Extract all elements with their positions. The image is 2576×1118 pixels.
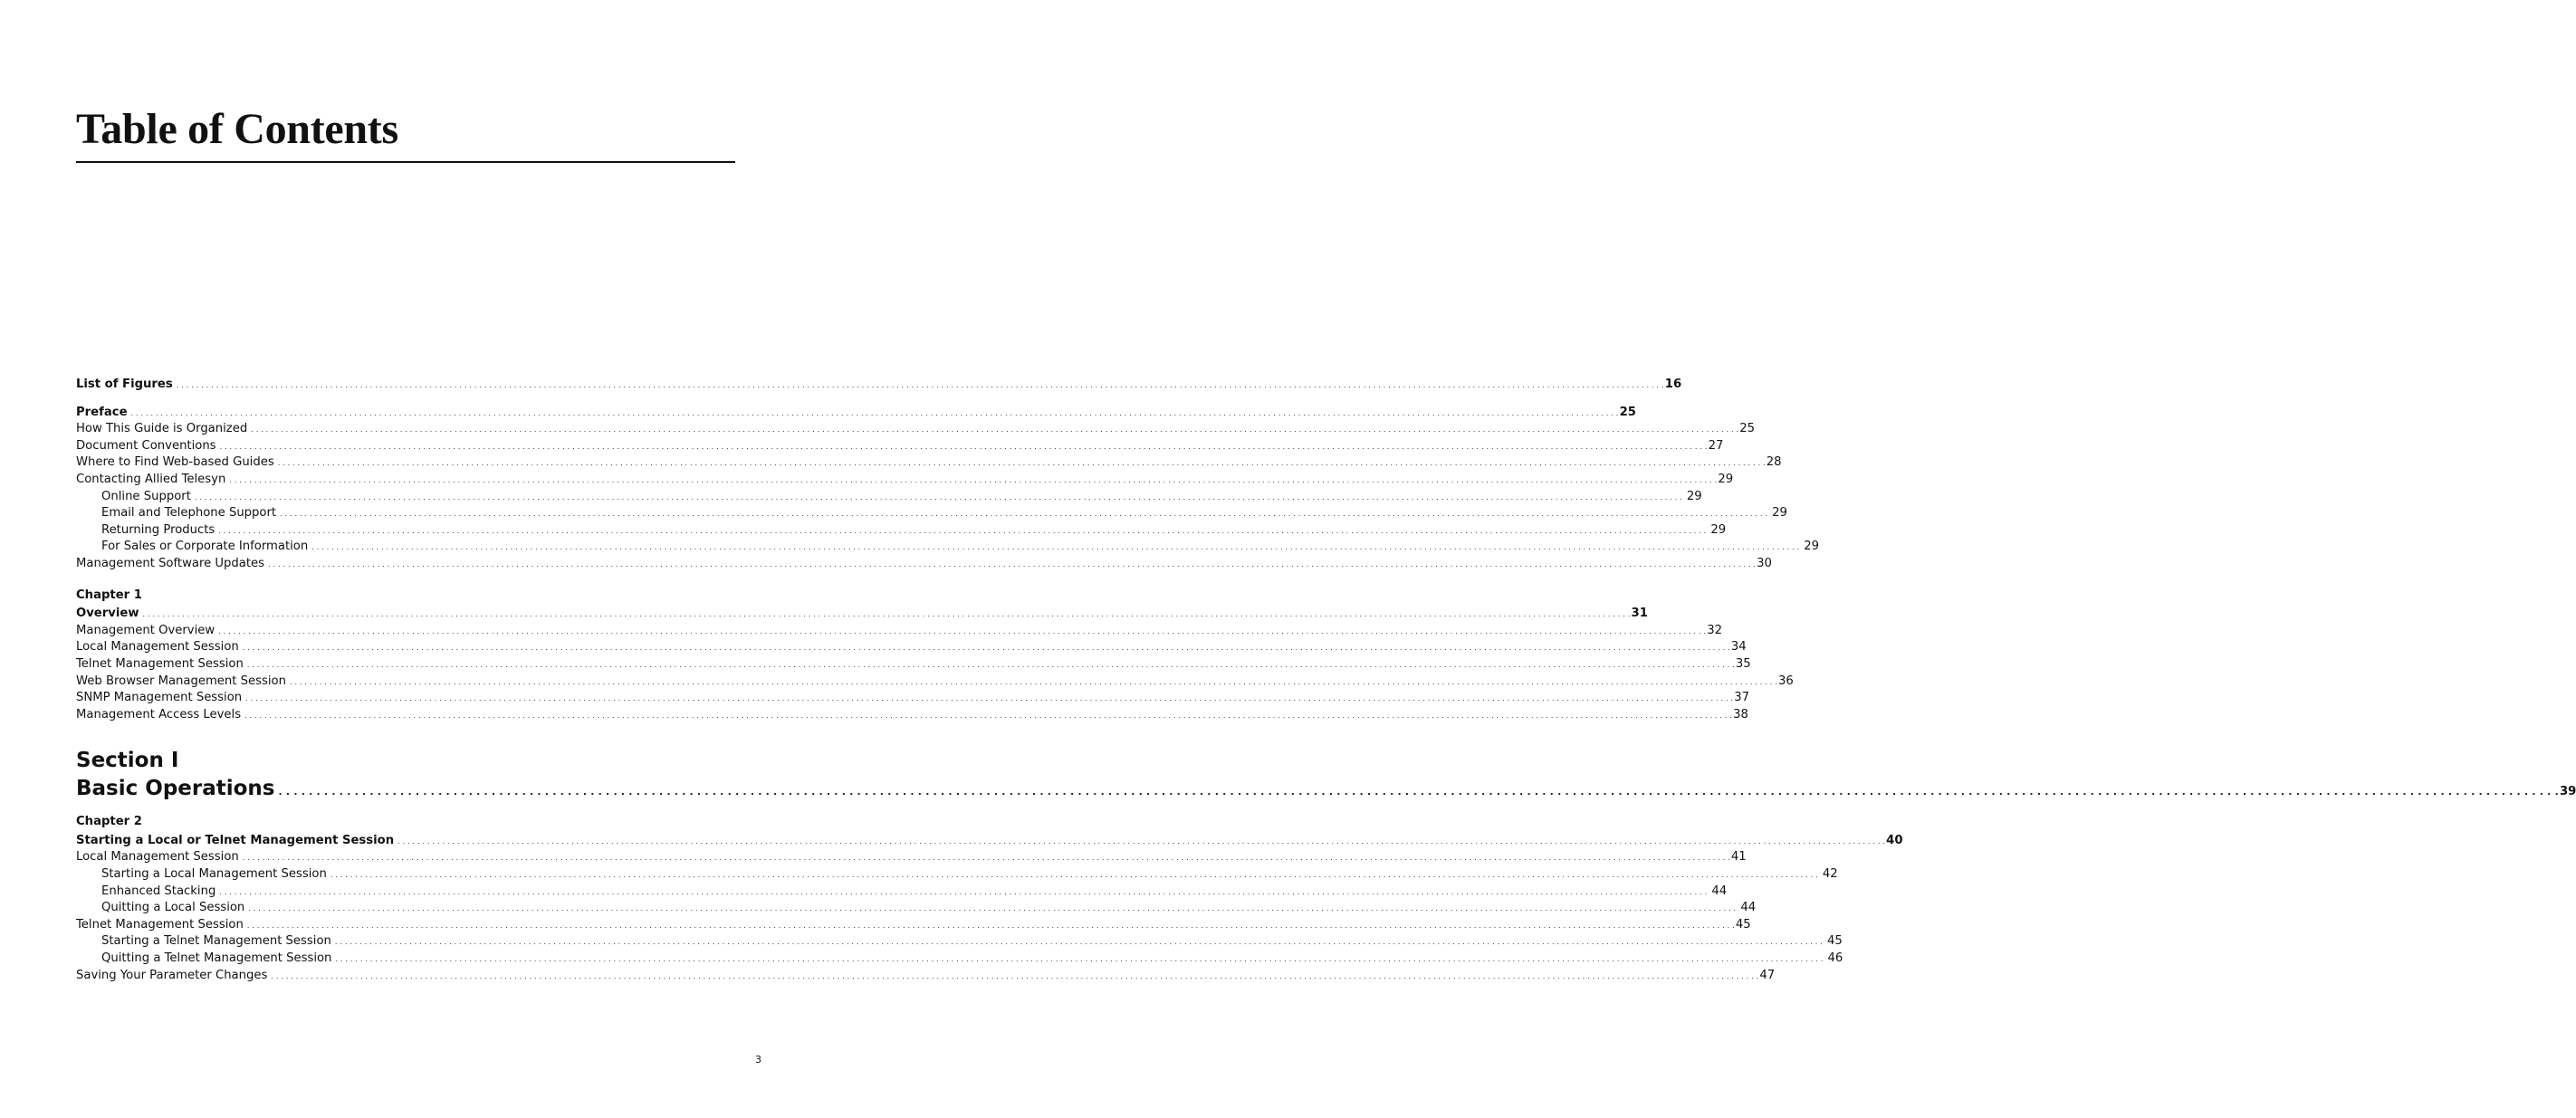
toc-intro-group <box>76 377 1820 573</box>
dot-leader: . . . . . . . . . . . . . . . . . . . . . . . . . . . . . . . . . . . . . . . . . . . . . . . . . . . . . . . . . . . . . . . . . . . . . . . . . . . . . . . . . . . . . . . . . . . . . . . . . . . . . . . . . . . . . . . . . . . . . . . . . . . . . . . . . . . . . . . . . . . . . . . . . . . . . . . . . . . . . . . . . . . . . . . . . . . . . . . . . . . . . . . . . . . . . . . . . . . . . . . . . . . . . . . . . . . . . . . . . . . . . . . . . . . . . . . . . . . . . . . . . . . . . . . . . . . . . . . . . . . . . . . . . . . . . . . . . . . . . . . . . . . . . . . . . . . . . . . . . . . . <box>246 660 1735 669</box>
toc-chapter-1-group <box>76 606 1794 723</box>
dot-leader: . . . . . . . . . . . . . . . . . . . . . . . . . . . . . . . . . . . . . . . . . . . . . . . . . . . . . . . . . . . . . . . . . . . . . . . . . . . . . . . . . . . . . . . . . . . . . . . . . . . . . . . . . . . . . . . . . . . . . . . . . . . . . . . . . . . . . . . . . . . . . . . . . . . . . . . . . . . . . . . . . . . . . . . . . . . . . . . . . . . . . . . . . . . . . . . . . . . . . . . . . . . . . . . . . . . . . . . . . . . . . . . . . . . . . . . . . . . . . . . . . . . . . . . . . . . . . . . . . . . . . . . . . . . . . . . . . . . . . . . . . . . . . . . . . . . . . . . . . . . . <box>289 677 1777 686</box>
toc-entry-page: 40 <box>1886 833 1903 847</box>
toc-entry-page: 44 <box>1711 884 1728 898</box>
toc-entry[interactable] <box>76 556 1772 573</box>
toc-entry[interactable] <box>76 866 1838 884</box>
toc-entry-label: Document Conventions <box>76 438 216 453</box>
toc-entry[interactable] <box>76 951 1843 968</box>
page-title: Table of Contents <box>76 105 398 153</box>
dot-leader: . . . . . . . . . . . . . . . . . . . . . . . . . . . . . . . . . . . . . . . . . . . . . . . . . . . . . . . . . . . . . . . . . . . . . . . . . . . . . . . . . . . . . . . . . . . . . . . . . . . . . . . . . . . . . . . . . . . . . . . . . . . . . . . . . . . . . . . . . . . . . . . . . . . . . . . . . . . . . . . . . . . . . . . . . . . . . . . . . . . . . . . . . . . . . . . . . . . . . . . . . . . . . . . . . . . . . . . . . . . . . . . . . . . . . . . . . . . . . . . . . . . . . . . . . . . . . . . . . . . . . . . . . . . . . . . . . . . . . . . . . . . . . . . . . . . . . . . . . . . . <box>219 887 1708 896</box>
toc-entry-page: 42 <box>1822 867 1838 882</box>
dot-leader: . . . . . . . . . . . . . . . . . . . . . . . . . . . . . . . . . . . . . . . . . . . . . . . . . . . . . . . . . . . . . . . . . . . . . . . . . . . . . . . . . . . . . . . . . . . . . . . . . . . . . . . . . . . . . . . . . . . . . . . . . . . . . . . . . . . . . . . . . . . . . . . . . . . . . . . . . . . . . . . . . . . . . . . . . . . . . . . . . . . . . . . . . . . . . . . . . . . . . . . . . . . . . . . . . . . . . . . . . . . . . . . . . . . . . . . . . . . . . . . . . . . . . . . . . . . . . . . . . . . . . . . . . . . . . . . . . . . . . . . . . . . . . . . . . . . . . . . . . . . . <box>218 626 1707 635</box>
toc-entry[interactable] <box>76 900 1757 917</box>
toc-entry-label: Local Management Session <box>76 640 239 655</box>
dot-leader: . . . . . . . . . . . . . . . . . . . . . . . . . . . . . . . . . . . . . . . . . . . . . . . . . . . . . . . . . . . . . . . . . . . . . . . . . . . . . . . . . . . . . . . . . . . . . . . . . . . . . . . . . . . . . . . . . . . . . . . . . . . . . . . . . . . . . . . . . . . . . . . . . . . . . . . . . . . . . . . . . . . . . . . . . . . . . . . . . . . . . . . . . . . . . . . . . . . . . . . . . . . . . . . . . . . . . . . . . . . . . . . . . . . . . . . . . . . . . . . . . . . . . . . . . . . . . . . . . . . . . . . . . . . . . . . . . . . . . . . . . . . . . . . . . . . . . . . . . . . . <box>334 938 1823 947</box>
spacer <box>76 394 762 405</box>
toc-entry-page: 29 <box>1710 522 1727 537</box>
toc-entry[interactable] <box>76 933 1843 951</box>
dot-leader: . . . . . . . . . . . . . . . . . . . . . . . . . . . . . . . . . . . . . . . . . . . . . . . . . . . . . . . . . . . . . . . . . . . . . . . . . . . . . . . . . . . . . . . . . . . . . . . . . . . . . . . . . . . . . . . . . . . . . . . . . . . . . . . . . . . . . . . . . . . . . . . . . . . . . . . . . . . . . . . . . . . . . . . . . . . . . . . . . . . . . . . . . . . . . . . . . . . . . . . . . . . . . . . . . . . . . . . . . . . . . . . . . . . . . . . . . . . . . . . . . . . . . . . . . . . . . . . . . . . . . . . . . . . . . . . . . . . . . . . . . . . . . . . . . . . . . . . . . . . . <box>277 459 1766 468</box>
toc-entry[interactable] <box>76 438 1724 455</box>
chapter-label: Chapter 2 <box>76 815 142 829</box>
toc-entry[interactable] <box>76 849 1747 866</box>
toc-entry-page: 27 <box>1708 438 1724 453</box>
toc-entry-page: 46 <box>1827 951 1843 966</box>
toc-entry-label: Telnet Management Session <box>76 917 244 932</box>
spacer <box>76 573 762 588</box>
toc-entry-label: Local Management Session <box>76 850 239 865</box>
toc-entry-label: For Sales or Corporate Information <box>101 540 309 554</box>
toc-entry-page: 44 <box>1740 901 1757 915</box>
toc-entry-label: Basic Operations <box>76 777 275 801</box>
table-of-contents <box>76 377 2576 984</box>
toc-entry[interactable] <box>76 623 1722 640</box>
dot-leader: . . . . . . . . . . . . . . . . . . . . . . . . . . . . . . . . . . . . . . . . . . . . . . . . . . . . . . . . . . . . . . . . . . . . . . . . . . . . . . . . . . . . . . . . . . . . . . . . . . . . . . . . . . . . . . . . . . . . . . . . . . . . . . . . . . . . . . . . . . . . . . . . . . . . . . . . . . . . . . . . . . . . . . . . . . . . . . . . . . . . . . . . . . . . . . . . . . . . . . . . . . . . . . . . . . . . . . . . . . . . . . . . . . . . . . . . . . . . . . . . . . . . . . . . . . . . . . . . . . . . . . . . . . . . . . . . . . . . . . . . . . . . . . . . . . . . . . . . . . . . <box>176 381 1664 389</box>
toc-entry-page: 25 <box>1619 405 1636 419</box>
toc-entry[interactable] <box>76 656 1751 674</box>
spacer <box>76 723 762 747</box>
toc-entry[interactable] <box>76 421 1756 438</box>
toc-entry[interactable] <box>76 472 1734 489</box>
toc-entry-label: Management Access Levels <box>76 707 242 721</box>
toc-entry-page: 47 <box>1759 968 1776 982</box>
toc-entry-page: 29 <box>1772 506 1787 521</box>
toc-entry-label: Quitting a Local Session <box>101 901 245 915</box>
toc-entry-page: 45 <box>1735 917 1751 932</box>
toc-entry-label: Overview <box>76 607 139 621</box>
dot-leader: . . . . . . . . . . . . . . . . . . . . . . . . . . . . . . . . . . . . . . . . . . . . . . . . . . . . . . . . . . . . . . . . . . . . . . . . . . . . . . . . . . . . . . . . . . . . . . . . . . . . . . . . . . . . . . . . . . . . . . . . . . . . . . . . . . . . . . . . . . . . . . . . . . . . . . . . . . . . . . . . . . . . . . . . . . . . . . . . . . . . . . . . . . . . . . . . . . . . . . . . . . . . . . . . . . . . . . . . . . . . . . . . . . . . . . . . . . . . . . . . . . . . . . . . . . . . . . . . . . . . . . . . . . . . . . . . . . . . . . . . . . . . . . . . . . . . . . . . . . . . <box>280 510 1768 519</box>
toc-entry-label: Returning Products <box>101 522 215 537</box>
toc-entry[interactable] <box>76 884 1728 901</box>
dot-leader: . . . . . . . . . . . . . . . . . . . . . . . . . . . . . . . . . . . . . . . . . . . . . . . . . . . . . . . . . . . . . . . . . . . . . . . . . . . . . . . . . . . . . . . . . . . . . . . . . . . . . . . . . . . . . . . . . . . . . . . . . . . . . . . . . . . . . . . . . . . . . . . . . . . . . . . . . . . . . . . . . . . . . . . . . . . . . . . . . . . . . . . . . . . . . . . . . . . . . . . . . . . . . . . . . . . . . . . . . . . . . . . . . . . . . . . . . . . . . . . . . . . . . . . . . . . . . . . . . . . . . . . . . . . . . . . . . . . . . . . . . . . . . . . . . . . . . . . . . . . . <box>130 408 1619 417</box>
toc-entry[interactable] <box>76 639 1747 656</box>
toc-entry[interactable] <box>76 674 1794 691</box>
toc-entry-page: 30 <box>1757 556 1772 570</box>
dot-leader: . . . . . . . . . . . . . . . . . . . . . . . . . . . . . . . . . . . . . . . . . . . . . . . . . . . . . . . . . . . . . . . . . . . . . . . . . . . . . . . . . . . . . . . . . . . . . . . . . . . . . . . . . . . . . . . . . . . . . . . . . . . . . . . . . . . . . . . . . . . . . . . . . . . . . . . . . . . . . . . . . . . . . . . . . . . . . . . . . . . . . . . . . . . . . . . . . . . . . . . . . . . . . . . . . . . . . . . . . . . . . . . . . . . . . . . . . . . . . . . . . . . . . . . . . . . . . . . . . . . . . . . . . . . . . . . . . . . . . . . . . . . . . . . . . . . . . . . . . . . . <box>242 854 1730 863</box>
toc-entry-page: 29 <box>1804 540 1820 554</box>
toc-entry-page: 34 <box>1730 640 1747 655</box>
toc-entry-page: 36 <box>1778 674 1794 688</box>
toc-entry-page: 37 <box>1734 691 1749 705</box>
toc-entry-page: 45 <box>1826 934 1843 949</box>
toc-entry[interactable] <box>76 377 1682 394</box>
toc-entry[interactable] <box>76 917 1751 934</box>
section-label: Section I <box>76 749 179 773</box>
dot-leader: . . . . . . . . . . . . . . . . . . . . . . . . . . . . . . . . . . . . . . . . . . . . . . . . . . . . . . . . . . . . . . . . . . . . . . . . . . . . . . . . . . . . . . . . . . . . . . . . . . . . . . . . . . . . . . . . . . . . . . . . . . . . . . . . . . . . . . . . . . . . . . . . . . . . . . . . . . . . . . . . . . . . . . . . . . . . . . . . . . . . . . . . . . . . . . . . . . . . . . . . . . . . . . . . . . . . . . . . . . . . . . . . . . . . . . . . . . . . . . . . . . . . . . . . . . . . . . . . . . . . . . . . . . . . . . . . . . . . . . . . . . . . . . . . . . . . . . . . . . . . <box>242 644 1730 653</box>
dot-leader: . . . . . . . . . . . . . . . . . . . . . . . . . . . . . . . . . . . . . . . . . . . . . . . . . . . . . . . . . . . . . . . . . . . . . . . . . . . . . . . . . . . . . . . . . . . . . . . . . . . . . . . . . . . . . . . . . . . . . . . . . . . . . . . . . . . . . . . . . . . . . . . . . . . . . . . . . . . . . . . . . . . . . . . . . . . . . . . . . . . . . . . . . . . . . . . . . . . . . . . . . . . . . . . . . . . . . . . . . . . . . . . . . . . . . . . . . . . . . . . . . . . . . . . . . . . . . . . . . . . . . . . . . . . . . . . . . . . . . . . . . . . . . . . . . . . . . . . . . . . . <box>335 955 1824 964</box>
page-number: 3 <box>755 1054 761 1065</box>
toc-entry-label: List of Figures <box>76 377 173 391</box>
dot-leader: . . . . . . . . . . . . . . . . . . . . . . . . . . . . . . . . . . . . . . . . . . . . . . . . . . . . . . . . . . . . . . . . . . . . . . . . . . . . . . . . . . . . . . . . . . . . . . . . . . . . . . . . . . . . . . . . . . . . . . . . . . . . . . . . . . . . . . . . . . . . . . . . . . . . . . . . . . . . . . . . . . . . . . . . . . . . . . . . . . . . . . . . . . . . . . . . . . . . . . . . . . . . . . . . . . . . . . . . . . . . . . . . . . . . . . . . . . . . . . . . . . . . . . . . . . . . . . . . . . . . . . . . . . . . . . . . . . . . . . . . . . . . . . . . . . . . . . . . . . . . <box>248 904 1737 913</box>
dot-leader: . . . . . . . . . . . . . . . . . . . . . . . . . . . . . . . . . . . . . . . . . . . . . . . . . . . . . . . . . . . . . . . . . . . . . . . . . . . . . . . . . . . . . . . . . . . . . . . . . . . . . . . . . . . . . . . . . . . . . . . . . . . . . . . . . . . . . . . . . . . . . . . . . . . . . . . . . . . . . . . . . . . . . . . . . . . . . . . . . . . . . . . . . . . . . . . . . . . . . . . . . . . . . . . . . . . . . . . . . . . . . . . . . . . . . . . . . . . . . . . . . . . . . . . . . . . . . . . . . . . . . . . . . . . . . . . . . . . . . . . . . . . . . . . . . . . . . . . . . . . . <box>246 921 1735 930</box>
dot-leader: . . . . . . . . . . . . . . . . . . . . . . . . . . . . . . . . . . . . . . . . . . . . . . . . . . . . . . . . . . . . . . . . . . . . . . . . . . . . . . . . . . . . . . . . . . . . . . . . . . . . . . . . . . . . . . . . . . . . . . . . . . . . . . . . . . . . . . . . . . . . . . . . . . . . . . . . . . . . . . . . . . . . . . . . . . . . . . . . . . . . . . . . . . . . . . . . . . . . . . . . . . . . . . . . . . . . . . . . . . . . . . . . . . . . . . . . . . . . . . . . . . . . . . . . . . . . . . . . . . . . . . . . . . . . . . . . . . . . . . . . . . . . . . . . . . . . . . . . . . . . <box>268 559 1757 569</box>
toc-entry-page: 38 <box>1733 707 1748 721</box>
toc-entry-label: Web Browser Management Session <box>76 674 286 688</box>
toc-entry-label: Where to Find Web-based Guides <box>76 455 274 470</box>
toc-entry-label: Telnet Management Session <box>76 656 244 671</box>
toc-entry[interactable] <box>76 690 1749 707</box>
dot-leader: . . . . . . . . . . . . . . . . . . . . . . . . . . . . . . . . . . . . . . . . . . . . . . . . . . . . . . . . . . . . . . . . . . . . . . . . . . . . . . . . . . . . . . . . . . . . . . . . . . . . . . . . . . . . . . . . . . . . . . . . . . . . . . . . . . . . . . . . . . . . . . . . . . . . . . . . . . . . . . . . . . . . . . . . . . . . . . . . . . . . . . . . . . . . . . . . . . . . . . . . . . . . . . . . . . . . . . . . . . . . . . . . . . . . . . . . . . . . . . . . . . . . . . . . . . . . . . . . . . . . . . . . . . . . . . . . . . . . . . . . . . . . . . . . . . . . . . . . . . . . <box>271 971 1759 980</box>
dot-leader: . . . . . . . . . . . . . . . . . . . . . . . . . . . . . . . . . . . . . . . . . . . . . . . . . . . . . . . . . . . . . . . . . . . . . . . . . . . . . . . . . . . . . . . . . . . . . . . . . . . . . . . . . . . . . . . . . . . . . . . . . . . . . . . . . . . . . . . . . . . . . . . . . . . . . . . . . . . . . . . . . . . . . . . . . . . . . . . . . . . . . . . . . . . . . . . . . . . . . . . . . . . . . . . . . . . . . . . . . . . . . . . . . . . . . . . . . . . . . . . . . . . . . . . . . . . . . . . . . . . . . . . . . . . . . . . . . . . . . . . . . . . . . . . . . . . . . . . . . . . . <box>311 543 1800 552</box>
dot-leader: . . . . . . . . . . . . . . . . . . . . . . . . . . . . . . . . . . . . . . . . . . . . . . . . . . . . . . . . . . . . . . . . . . . . . . . . . . . . . . . . . . . . . . . . . . . . . . . . . . . . . . . . . . . . . . . . . . . . . . . . . . . . . . . . . . . . . . . . . . . . . . . . . . . . . . . . . . . . . . . . . . . . . . . . . . . . . . . . . . . . . . . . . . . . . . . . . . . . . . . . . . . . . . . . . . . . . . . . . . . . . . . . . . . . . . . . . . . . . . . . . . . . . . . . . . . . . . . . . . . . . . . . . . . . . . . . . . . . . . . . . . . . . . . . . . . . . . . . . . . . <box>218 526 1707 535</box>
dot-leader: . . . . . . . . . . . . . . . . . . . . . . . . . . . . . . . . . . . . . . . . . . . . . . . . . . . . . . . . . . . . . . . . . . . . . . . . . . . . . . . . . . . . . . . . . . . . . . . . . . . . . . . . . . . . . . . . . . . . . . . . . . . . . . . . . . . . . . . . . . . . . . . . . . . . . . . . . . . . . . . . . . . . . . . . . . . . . . . . . . . . . . . . . . . . . . . . . . . . . . . . . . . . . . . . . . . . . . . . . . . . . . . . . . . . . . . . . . . . . . . . . . . . . . . . . . . . . . . . . . . . . . . . . . . . . . . . . . . . . . . . . . . . . . . . . . . . . . . . . . . . <box>219 442 1708 451</box>
toc-entry-label: Saving Your Parameter Changes <box>76 968 268 982</box>
chapter-label: Chapter 1 <box>76 588 142 602</box>
dot-leader: . . . . . . . . . . . . . . . . . . . . . . . . . . . . . . . . . . . . . . . . . . . . . . . . . . . . . . . . . . . . . . . . . . . . . . . . . . . . . . . . . . . . . . . . . . . . . . . . . . . . . . . . . . . . . . . . . . . . . . . . . . . . . . . . . . . . . . . . . . . . . . . . . . . . . . . . . . . . . . . . . . . . . . . . . . . . . . . . . . . . . . . . . . . . . . . . . . . . . . . . . . . . . . . . . . . . . . . . . . . . . . . . . . . . . . . . . . . . . . . . . . . . . . . . . . . . . . . . . . . . . . . . . . . . . . . . . . . . . . . . . . . . . . . . . . . . . . . . . . . . <box>245 694 1734 703</box>
dot-leader: . . . . . . . . . . . . . . . . . . . . . . . . . . . . . . . . . . . . . . . . . . . . . . . . . . . . . . . . . . . . . . . . . . . . . . . . . . . . . . . . . . . . . . . . . . . . . . . . . . . . . . . . . . . . . . . . . . . . . . . . . . . . . . . . . . . . . . . . . . . . . . . . . . . . . . . . . . . . . . . . . . . . . . . . . . . . . . . . . . . . . . . . . . . . . . . . . . . . . . . . . . . . . . . . . . . . . . . . . . . . . . . . . . . . . . . . . . . . . . . . . . . . . . . . . . . . . . . . . . . . . . . . . . . . . . . . . . . . . . . . . . . . . . . . . . . . . . . . . . . . <box>251 425 1739 435</box>
toc-entry-page: 16 <box>1664 377 1682 391</box>
toc-entry[interactable] <box>76 405 1636 422</box>
toc-entry-section[interactable] <box>76 774 2576 803</box>
toc-entry-page: 29 <box>1718 472 1734 486</box>
toc-entry-page: 39 <box>2559 785 2576 799</box>
toc-entry-label: Online Support <box>101 489 191 503</box>
toc-entry[interactable] <box>76 454 1782 472</box>
toc-entry-label: Starting a Telnet Management Session <box>101 934 331 949</box>
toc-entry[interactable] <box>76 833 1903 850</box>
toc-chapter-2-group <box>76 833 1903 984</box>
toc-entry-page: 31 <box>1631 607 1648 621</box>
toc-entry-page: 25 <box>1739 422 1756 436</box>
dot-leader: . . . . . . . . . . . . . . . . . . . . . . . . . . . . . . . . . . . . . . . . . . . . . . . . . . . . . . . . . . . . . . . . . . . . . . . . . . . . . . . . . . . . . . . . . . . . . . . . . . . . . . . . . . . . . . . . . . . . . . . . . . . . . . . . . . . . . . . . . . . . . . . . . . . . . . . . . . . . . . . . . . . . . . . . . . . . . . . . . . . . . . . . . . . . . . . . . . . . . . . . . . . . . . . . . . . . . . . . . . . . . . . . . . . . . . . . . . . . . . . . . . . . . . . . . . . . . . . . . . . . . . . . . . . . . . . . . . . . . . . . . . . . . . . . . . . . . . . . . . . . <box>397 836 1886 846</box>
dot-leader: . . . . . . . . . . . . . . . . . . . . . . . . . . . . . . . . . . . . . . . . . . . . . . . . . . . . . . . . . . . . . . . . . . . . . . . . . . . . . . . . . . . . . . . . . . . . . . . . . . . . . . . . . . . . . . . . . . . . . . . . . . . . . . . . . . . . . . . . . . . . . . . . . . . . . . . . . . . . . . . . . . . . . . . . . . . . . . . . . . . . . . . . . . . . . . . . . . . . . . . . . . . . . . . . . . . . . . . . . . . . . . . . . . . . . . . . . . . . . . . . . . . . . . . . . . . . . . . . . . . . . . . . . . . . . . . . . . . . . . . . . . . . . . . . . . . . . . . . . . . . <box>278 786 2559 798</box>
toc-entry-label: Management Overview <box>76 623 215 637</box>
toc-entry-page: 28 <box>1766 455 1782 470</box>
dot-leader: . . . . . . . . . . . . . . . . . . . . . . . . . . . . . . . . . . . . . . . . . . . . . . . . . . . . . . . . . . . . . . . . . . . . . . . . . . . . . . . . . . . . . . . . . . . . . . . . . . . . . . . . . . . . . . . . . . . . . . . . . . . . . . . . . . . . . . . . . . . . . . . . . . . . . . . . . . . . . . . . . . . . . . . . . . . . . . . . . . . . . . . . . . . . . . . . . . . . . . . . . . . . . . . . . . . . . . . . . . . . . . . . . . . . . . . . . . . . . . . . . . . . . . . . . . . . . . . . . . . . . . . . . . . . . . . . . . . . . . . . . . . . . . . . . . . . . . . . . . . . <box>142 610 1631 619</box>
toc-entry-label: Quitting a Telnet Management Session <box>101 951 332 966</box>
toc-entry-label: Contacting Allied Telesyn <box>76 472 226 486</box>
toc-entry-label: SNMP Management Session <box>76 691 243 705</box>
toc-entry[interactable] <box>76 505 1787 522</box>
dot-leader: . . . . . . . . . . . . . . . . . . . . . . . . . . . . . . . . . . . . . . . . . . . . . . . . . . . . . . . . . . . . . . . . . . . . . . . . . . . . . . . . . . . . . . . . . . . . . . . . . . . . . . . . . . . . . . . . . . . . . . . . . . . . . . . . . . . . . . . . . . . . . . . . . . . . . . . . . . . . . . . . . . . . . . . . . . . . . . . . . . . . . . . . . . . . . . . . . . . . . . . . . . . . . . . . . . . . . . . . . . . . . . . . . . . . . . . . . . . . . . . . . . . . . . . . . . . . . . . . . . . . . . . . . . . . . . . . . . . . . . . . . . . . . . . . . . . . . . . . . . . . <box>194 492 1682 502</box>
toc-entry[interactable] <box>76 489 1702 506</box>
toc-entry-label: How This Guide is Organized <box>76 422 248 436</box>
dot-leader: . . . . . . . . . . . . . . . . . . . . . . . . . . . . . . . . . . . . . . . . . . . . . . . . . . . . . . . . . . . . . . . . . . . . . . . . . . . . . . . . . . . . . . . . . . . . . . . . . . . . . . . . . . . . . . . . . . . . . . . . . . . . . . . . . . . . . . . . . . . . . . . . . . . . . . . . . . . . . . . . . . . . . . . . . . . . . . . . . . . . . . . . . . . . . . . . . . . . . . . . . . . . . . . . . . . . . . . . . . . . . . . . . . . . . . . . . . . . . . . . . . . . . . . . . . . . . . . . . . . . . . . . . . . . . . . . . . . . . . . . . . . . . . . . . . . . . . . . . . . . <box>229 475 1718 484</box>
toc-entry-page: 29 <box>1686 489 1702 503</box>
toc-entry-label: Enhanced Stacking <box>101 884 216 898</box>
toc-entry-label: Starting a Local Management Session <box>101 867 327 882</box>
title-divider <box>76 161 735 163</box>
toc-entry[interactable] <box>76 968 1776 985</box>
toc-entry-page: 32 <box>1707 623 1722 637</box>
toc-entry[interactable] <box>76 707 1748 724</box>
dot-leader: . . . . . . . . . . . . . . . . . . . . . . . . . . . . . . . . . . . . . . . . . . . . . . . . . . . . . . . . . . . . . . . . . . . . . . . . . . . . . . . . . . . . . . . . . . . . . . . . . . . . . . . . . . . . . . . . . . . . . . . . . . . . . . . . . . . . . . . . . . . . . . . . . . . . . . . . . . . . . . . . . . . . . . . . . . . . . . . . . . . . . . . . . . . . . . . . . . . . . . . . . . . . . . . . . . . . . . . . . . . . . . . . . . . . . . . . . . . . . . . . . . . . . . . . . . . . . . . . . . . . . . . . . . . . . . . . . . . . . . . . . . . . . . . . . . . . . . . . . . . . <box>244 711 1733 720</box>
toc-entry-label: Management Software Updates <box>76 556 265 570</box>
toc-entry[interactable] <box>76 539 1820 556</box>
toc-entry[interactable] <box>76 522 1727 540</box>
toc-entry[interactable] <box>76 606 1648 623</box>
toc-entry-page: 41 <box>1730 850 1747 865</box>
dot-leader: . . . . . . . . . . . . . . . . . . . . . . . . . . . . . . . . . . . . . . . . . . . . . . . . . . . . . . . . . . . . . . . . . . . . . . . . . . . . . . . . . . . . . . . . . . . . . . . . . . . . . . . . . . . . . . . . . . . . . . . . . . . . . . . . . . . . . . . . . . . . . . . . . . . . . . . . . . . . . . . . . . . . . . . . . . . . . . . . . . . . . . . . . . . . . . . . . . . . . . . . . . . . . . . . . . . . . . . . . . . . . . . . . . . . . . . . . . . . . . . . . . . . . . . . . . . . . . . . . . . . . . . . . . . . . . . . . . . . . . . . . . . . . . . . . . . . . . . . . . . . <box>330 871 1818 880</box>
toc-entry-label: Preface <box>76 405 128 419</box>
toc-entry-label: Email and Telephone Support <box>101 506 277 521</box>
toc-entry-label: Starting a Local or Telnet Management Session <box>76 833 395 847</box>
toc-entry-page: 35 <box>1735 656 1751 671</box>
